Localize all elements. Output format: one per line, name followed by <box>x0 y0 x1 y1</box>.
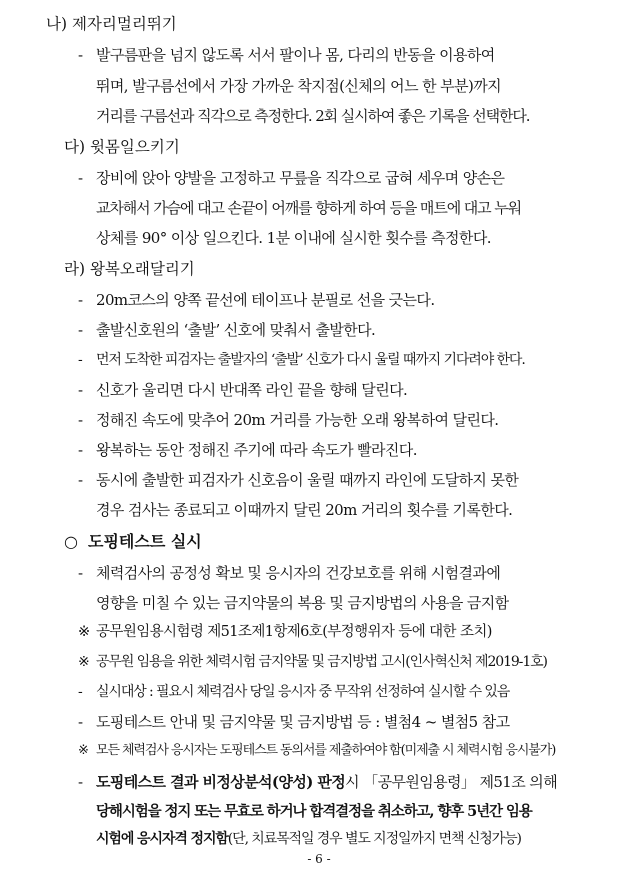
item-text: (단, 치료목적일 경우 별도 지정일까지 면책 신청가능) <box>227 831 521 847</box>
bold-text: 도핑테스트 결과 비정상분석(양성) 판정 <box>96 773 346 791</box>
list-item <box>78 350 525 370</box>
item-text: 체력검사의 공정성 확보 및 응시자의 건강보호를 위해 시험결과에 <box>96 564 501 582</box>
section-title-shuttle-run: 라) 왕복오래달리기 <box>64 260 195 278</box>
dash-marker: - <box>78 381 83 399</box>
section-title-standing-jump: 나) 제자리멀리뛰기 <box>46 15 177 33</box>
circle-bullet: ○ <box>64 532 78 551</box>
dash-marker: - <box>78 773 83 791</box>
item-text: 왕복하는 동안 정해진 주기에 따라 속도가 빨라진다. <box>96 441 417 459</box>
item-continuation <box>96 829 521 849</box>
section-heading-doping <box>64 532 202 552</box>
list-item <box>78 470 518 490</box>
list-item <box>78 380 407 400</box>
item-text: 신호가 울리면 다시 반대쪽 라인 끝을 향해 달린다. <box>96 381 408 399</box>
dash-marker: - <box>78 411 83 429</box>
note-text: 공무원 임용을 위한 체력시험 금지약물 및 금지방법 고시(인사혁신처 제2019-1호) <box>96 654 547 670</box>
item-continuation: 교차해서 가슴에 대고 손끝이 어깨를 향하게 하여 등을 매트에 대고 누워 <box>96 199 521 217</box>
item-text: 출발신호원의 ‘출발’ 신호에 맞춰서 출발한다. <box>96 321 376 339</box>
page-number: - 6 - <box>307 852 331 866</box>
item-continuation: 뛰며, 발구름선에서 가장 가까운 착지점(신체의 어느 한 부분)까지 <box>96 77 501 95</box>
note-item <box>78 652 547 672</box>
dash-marker: - <box>78 46 83 64</box>
dash-marker: - <box>78 291 83 309</box>
list-item <box>78 168 504 188</box>
heading-text: 도핑테스트 실시 <box>88 532 202 551</box>
dash-marker: - <box>78 441 83 459</box>
list-item <box>78 563 500 583</box>
dash-marker: - <box>78 471 83 489</box>
dash-marker: - <box>78 684 82 700</box>
item-continuation: 영향을 미칠 수 있는 금지약물의 복용 및 금지방법의 사용을 금지함 <box>96 594 509 612</box>
section-title-situp: 다) 윗몸일으키기 <box>64 138 180 156</box>
item-text: 동시에 출발한 피검자가 신호음이 울릴 때까지 라인에 도달하지 못한 <box>96 471 519 489</box>
item-text: 도핑테스트 안내 및 금지약물 및 금지방법 등 : 별첨4 ~ 별첨5 참고 <box>96 713 510 731</box>
reference-mark: ※ <box>78 743 88 758</box>
item-continuation: 거리를 구름선과 직각으로 측정한다. 2회 실시하여 좋은 기록을 선택한다. <box>96 107 530 125</box>
dash-marker: - <box>78 169 83 187</box>
list-item <box>78 440 417 460</box>
list-item <box>78 45 495 65</box>
bold-text: 시험에 응시자격 정지함 <box>96 831 228 847</box>
dash-marker: - <box>78 352 82 368</box>
item-text: 실시대상 : 필요시 체력검사 당일 응시자 중 무작위 선정하여 실시할 수 있음 <box>96 684 510 700</box>
item-text: 먼저 도착한 피검자는 출발자의 ‘출발’ 신호가 다시 울릴 때까지 기다려야 한다. <box>96 352 525 368</box>
list-item <box>78 712 510 732</box>
item-continuation-bold: 당해시험을 정지 또는 무효로 하거나 합격결정을 취소하고, 향후 5년간 임용 <box>96 803 532 820</box>
item-text: 장비에 앉아 양발을 고정하고 무릎을 직각으로 굽혀 세우며 양손은 <box>96 169 505 187</box>
list-item <box>78 290 435 310</box>
item-text: 시 「공무원임용령」 제51조 의해 <box>345 773 558 791</box>
dash-marker: - <box>78 321 83 339</box>
note-text: 모든 체력검사 응시자는 도핑테스트 동의서를 제출하여야 함(미제출 시 체력시험 응시불가) <box>96 743 556 758</box>
item-continuation: 상체를 90° 이상 일으킨다. 1분 이내에 실시한 횟수를 측정한다. <box>96 229 491 247</box>
item-continuation: 경우 검사는 종료되고 이때까지 달린 20m 거리의 횟수를 기록한다. <box>96 501 513 519</box>
list-item <box>78 682 509 702</box>
item-text: 정해진 속도에 맞추어 20m 거리를 가능한 오래 왕복하여 달린다. <box>96 411 499 429</box>
item-text: 20m코스의 양쪽 끝선에 테이프나 분필로 선을 긋는다. <box>96 291 435 309</box>
item-text: 발구름판을 넘지 않도록 서서 팔이나 몸, 다리의 반동을 이용하여 <box>96 46 495 64</box>
reference-mark: ※ <box>78 624 90 640</box>
dash-marker: - <box>78 713 83 731</box>
list-item <box>78 772 557 792</box>
list-item <box>78 320 375 340</box>
list-item <box>78 410 498 430</box>
dash-marker: - <box>78 564 83 582</box>
note-item <box>78 741 555 761</box>
note-item <box>78 622 492 642</box>
note-text: 공무원임용시험령 제51조제1항제6호(부정행위자 등에 대한 조치) <box>96 624 492 640</box>
reference-mark: ※ <box>78 654 89 670</box>
